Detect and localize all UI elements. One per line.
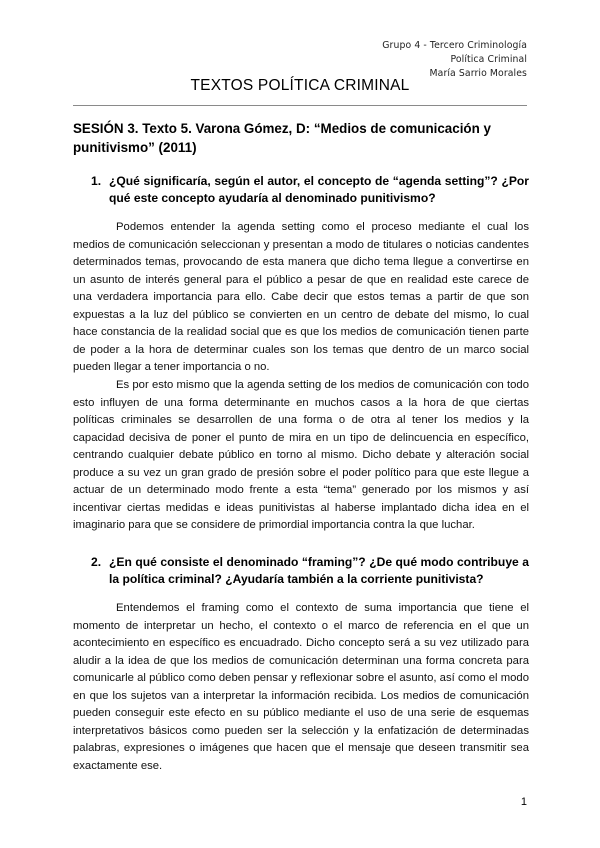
answer-2-paragraph-1: Entendemos el framing como el contexto de suma importancia que tiene el momento de interpretar un hecho, el contexto o el marco de referencia en el que un acontecimiento en específico es encuadrado. Dicho concepto será a su vez utilizado para aludir a la idea de que los medios de comunicación determinan una forma concreta para comunicarle al público como deben pensar y reflexionar sobre el asunto, así como el modo en que los sujetos van a interpretar la información recibida. Los medios de comunicación pueden conseguir este efecto en su público mediante el uso de una serie de esquemas interpretativos básicos como pueden ser la selección y la enfatización de determinadas palabras, expresiones o imágenes que hacen que el mensaje que deseen transmitir sea exactamente ese.	[73, 602, 529, 772]
header-course-line: Política Criminal	[450, 54, 527, 65]
page-number: 1	[520, 796, 527, 808]
header-group-line: Grupo 4 - Tercero Criminología	[382, 40, 527, 51]
question-1-text: ¿Qué significaría, según el autor, el concepto de “agenda setting”? ¿Por qué este concepto ayudaría al denominado punitivismo?	[109, 174, 529, 205]
header-author-line: María Sarrio Morales	[429, 68, 527, 79]
session-heading: SESIÓN 3. Texto 5. Varona Gómez, D: “Medios de comunicación y punitivismo” (2011)	[73, 121, 491, 155]
document-title: TEXTOS POLÍTICA CRIMINAL	[190, 77, 410, 94]
answer-1-paragraph-1: Podemos entender la agenda setting como el proceso mediante el cual los medios de comunicación seleccionan y presentan a modo de titulares o noticias candentes determinados temas, provocando de esta manera que dicho tema llegue a convertirse en un asunto de interés general para el público a pesar de que en realidad este carece de una verdadera importancia para ello. Cabe decir que estos temas a partir de que son expuestas a la luz del público se convierten en un centro de debate del mismo, lo cual hace constancia de la realidad social que es que los medios de comunicación tienen parte de poder a la hora de determinar cuales son los temas que dentro de un marco social pueden llegar a tener importancia o no.	[73, 221, 529, 373]
question-2-text: ¿En qué consiste el denominado “framing”? ¿De qué modo contribuye a la política criminal? ¿Ayudaría también a la corriente punitivista?	[109, 555, 529, 586]
title-divider	[73, 105, 527, 106]
answer-1-paragraph-2: Es por esto mismo que la agenda setting de los medios de comunicación con todo esto influyen de una forma determinante en muchos casos a la hora de que ciertas políticas criminales se desarrollen de una forma o de otra al tener los medios y la capacidad decisiva de poner el punto de mira en un tipo de delincuencia en específico, centrando cualquier debate público en torno al mismo. Dicho debate y alteración social produce a su vez un gran grado de presión sobre el poder político para que este llegue a actuar de un determinado modo frente a esta “tema” generado por los mismos y así incentivar ciertas medidas e ideas punitivistas al haberse implantado dicha idea en el imaginario para que se considere de primordial importancia contra la que luchar.	[73, 379, 529, 531]
question-1	[91, 173, 529, 207]
question-2	[91, 554, 529, 588]
question-2-number: 2.	[91, 555, 102, 569]
question-1-number: 1.	[91, 174, 102, 188]
document-header	[382, 39, 527, 81]
